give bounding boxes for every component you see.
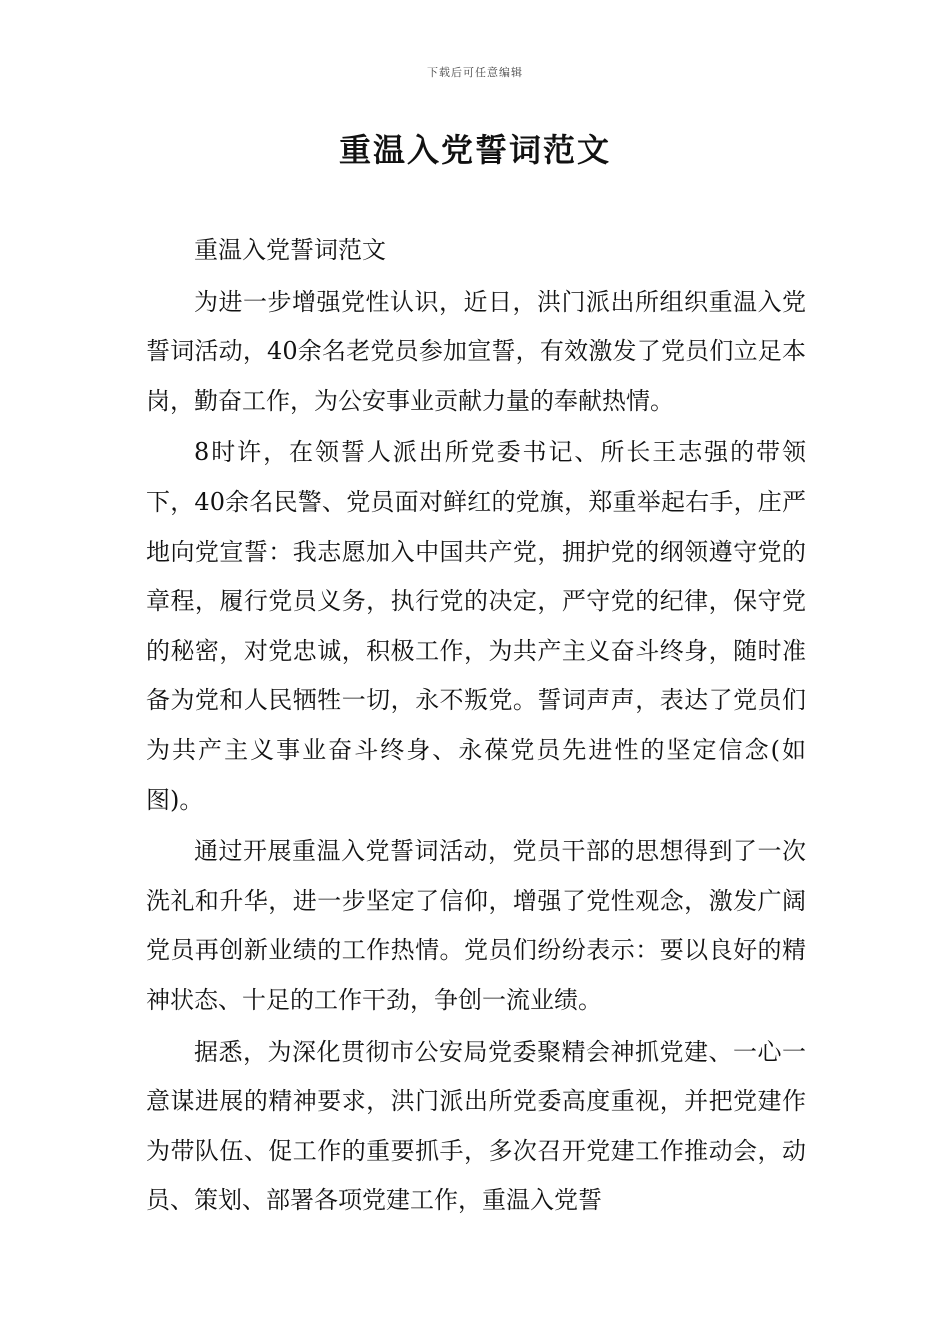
paragraph: 为进一步增强党性认识，近日，洪门派出所组织重温入党誓词活动，40余名老党员参加宣誓，有效激发了党员们立足本岗，勤奋工作，为公安事业贡献力量的奉献热情。 [146,287,806,415]
paragraph: 8时许，在领誓人派出所党委书记、所长王志强的带领下，40余名民警、党员面对鲜红的党旗，郑重举起右手，庄严地向党宣誓：我志愿加入中国共产党，拥护党的纲领遵守党的章程，履行党员义务，执行党的决定，严守党的纪律，保守党的秘密，对党忠诚，积极工作，为共产主义奋斗终身，随时准备为党和人民牺牲一切，永不叛党。誓词声声，表达了党员们为共产主义事业奋斗终身、永葆党员先进性的坚定信念(如图)。 [146,438,806,814]
document-body [146,226,806,1226]
paragraph: 通过开展重温入党誓词活动，党员干部的思想得到了一次洗礼和升华，进一步坚定了信仰，增强了党性观念，激发广阔党员再创新业绩的工作热情。党员们纷纷表示：要以良好的精神状态、十足的工作干劲，争创一流业绩。 [146,837,806,1014]
header-note: 下载后可任意编辑 [427,66,523,79]
document-title: 重温入党誓词范文 [338,131,611,169]
paragraph-subtitle: 重温入党誓词范文 [194,236,386,264]
paragraph: 据悉，为深化贯彻市公安局党委聚精会神抓党建、一心一意谋进展的精神要求，洪门派出所党委高度重视，并把党建作为带队伍、促工作的重要抓手，多次召开党建工作推动会，动员、策划、部署各项党建工作，重温入党誓 [146,1037,806,1215]
